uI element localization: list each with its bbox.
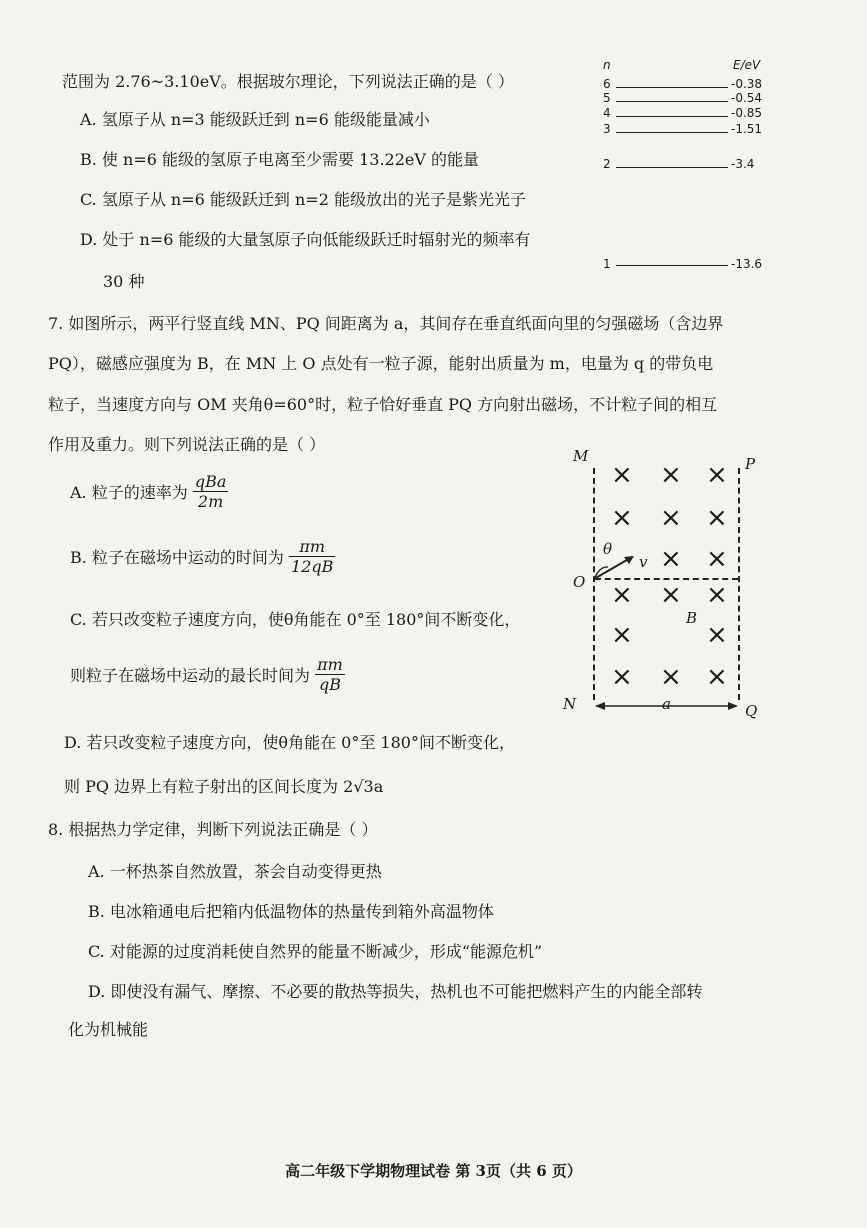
q7-option-b	[70, 537, 335, 576]
level-line	[616, 265, 728, 266]
level-line	[616, 167, 728, 168]
field-cross-icon: ×	[660, 580, 682, 610]
q7-option-b-text: B. 粒子在磁场中运动的时间为	[70, 548, 284, 567]
q7-stem-line1: 7. 如图所示，两平行竖直线 MN、PQ 间距离为 a，其间存在垂直纸面向里的匀强磁场（含边界	[48, 314, 724, 333]
label-p: P	[745, 455, 756, 473]
level-e: -0.54	[731, 91, 763, 105]
label-q: Q	[745, 702, 758, 720]
level-n: 6	[603, 77, 611, 91]
field-cross-icon: ×	[706, 544, 728, 574]
label-n: N	[563, 695, 577, 713]
q8-stem: 8. 根据热力学定律，判断下列说法正确是（ ）	[48, 820, 378, 839]
level-line	[616, 87, 728, 88]
q6-option-b: B. 使 n=6 能级的氢原子电离至少需要 13.22eV 的能量	[80, 150, 479, 169]
fraction-numerator: qBa	[194, 472, 227, 491]
page-footer: 高二年级下学期物理试卷 第 3页（共 6 页）	[285, 1162, 582, 1180]
arrow-right-icon	[728, 702, 738, 710]
level-n: 5	[603, 91, 611, 105]
q6-option-a: A. 氢原子从 n=3 能级跃迁到 n=6 能级能量减小	[80, 110, 430, 129]
energy-axis-label: E/eV	[733, 58, 761, 72]
fraction-numerator: πm	[317, 655, 343, 674]
figure-vectors	[560, 530, 760, 720]
q8-option-b: B. 电冰箱通电后把箱内低温物体的热量传到箱外高温物体	[88, 902, 494, 921]
arrow-left-icon	[595, 702, 605, 710]
q6-stem: 范围为 2.76~3.10eV。根据玻尔理论，下列说法正确的是（ ）	[62, 72, 514, 91]
q7-option-a	[70, 472, 228, 511]
q6-option-c: C. 氢原子从 n=6 能级跃迁到 n=2 能级放出的光子是紫光光子	[80, 190, 526, 209]
label-a: a	[662, 695, 671, 713]
level-e: -1.51	[731, 122, 763, 136]
level-line	[616, 116, 728, 117]
level-n: 2	[603, 157, 611, 171]
level-n: 4	[603, 106, 611, 120]
field-cross-icon: ×	[611, 460, 633, 490]
q7-option-c-fraction	[315, 655, 345, 694]
label-o: O	[573, 573, 586, 591]
q7-option-b-fraction	[289, 537, 335, 576]
level-e: -0.85	[731, 106, 763, 120]
label-m: M	[573, 447, 589, 465]
fraction-numerator: πm	[289, 537, 335, 557]
q8-option-d-cont: 化为机械能	[68, 1020, 149, 1039]
field-cross-icon: ×	[611, 662, 633, 692]
label-theta: θ	[603, 540, 613, 558]
field-cross-icon: ×	[611, 503, 633, 533]
q7-stem-line2: PQ），磁感应强度为 B，在 MN 上 O 点处有一粒子源，能射出质量为 m，电量为 q 的带负电	[48, 354, 714, 373]
q7-option-c-text: 则粒子在磁场中运动的最长时间为	[70, 666, 311, 685]
q6-option-d-cont: 30 种	[103, 272, 145, 291]
q7-option-c-line2	[70, 655, 345, 694]
level-e: -0.38	[731, 77, 763, 91]
q7-option-c-line1: C. 若只改变粒子速度方向，使θ角能在 0°至 180°间不断变化，	[70, 610, 521, 629]
label-b: B	[686, 609, 698, 627]
velocity-arrow	[594, 557, 632, 579]
fraction-denominator: 12qB	[291, 557, 334, 576]
fraction-denominator: qB	[318, 675, 341, 694]
field-cross-icon: ×	[706, 460, 728, 490]
field-cross-icon: ×	[611, 580, 633, 610]
q7-option-a-text: A. 粒子的速率为	[70, 483, 188, 502]
q7-option-d-line1: D. 若只改变粒子速度方向，使θ角能在 0°至 180°间不断变化，	[64, 733, 515, 752]
field-cross-icon: ×	[660, 544, 682, 574]
q7-stem-line4: 作用及重力。则下列说法正确的是（ ）	[48, 435, 326, 454]
field-cross-icon: ×	[706, 503, 728, 533]
level-line	[616, 101, 728, 102]
q6-option-d: D. 处于 n=6 能级的大量氢原子向低能级跃迁时辐射光的频率有	[80, 230, 531, 249]
field-cross-icon: ×	[660, 503, 682, 533]
field-cross-icon: ×	[660, 460, 682, 490]
field-cross-icon: ×	[660, 662, 682, 692]
fraction-denominator: 2m	[197, 492, 224, 511]
level-n: 1	[603, 257, 611, 271]
level-e: -13.6	[731, 257, 763, 271]
q7-stem-line3: 粒子，当速度方向与 OM 夹角θ=60°时，粒子恰好垂直 PQ 方向射出磁场，不计粒子间的相互	[48, 395, 718, 414]
q7-option-d-line2: 则 PQ 边界上有粒子射出的区间长度为 2√3a	[64, 777, 384, 796]
field-cross-icon: ×	[706, 620, 728, 650]
level-line	[616, 132, 728, 133]
level-n: 3	[603, 122, 611, 136]
q8-option-a: A. 一杯热茶自然放置，茶会自动变得更热	[88, 862, 382, 881]
q7-option-a-fraction	[193, 472, 229, 511]
label-v: v	[639, 553, 648, 571]
field-cross-icon: ×	[706, 580, 728, 610]
field-cross-icon: ×	[706, 662, 728, 692]
q8-option-c: C. 对能源的过度消耗使自然界的能量不断减少，形成“能源危机”	[88, 942, 543, 961]
level-e: -3.4	[731, 157, 755, 171]
q8-option-d: D. 即使没有漏气、摩擦、不必要的散热等损失，热机也不可能把燃料产生的内能全部转	[88, 982, 703, 1001]
n-axis-label: n	[603, 58, 611, 72]
field-cross-icon: ×	[611, 620, 633, 650]
